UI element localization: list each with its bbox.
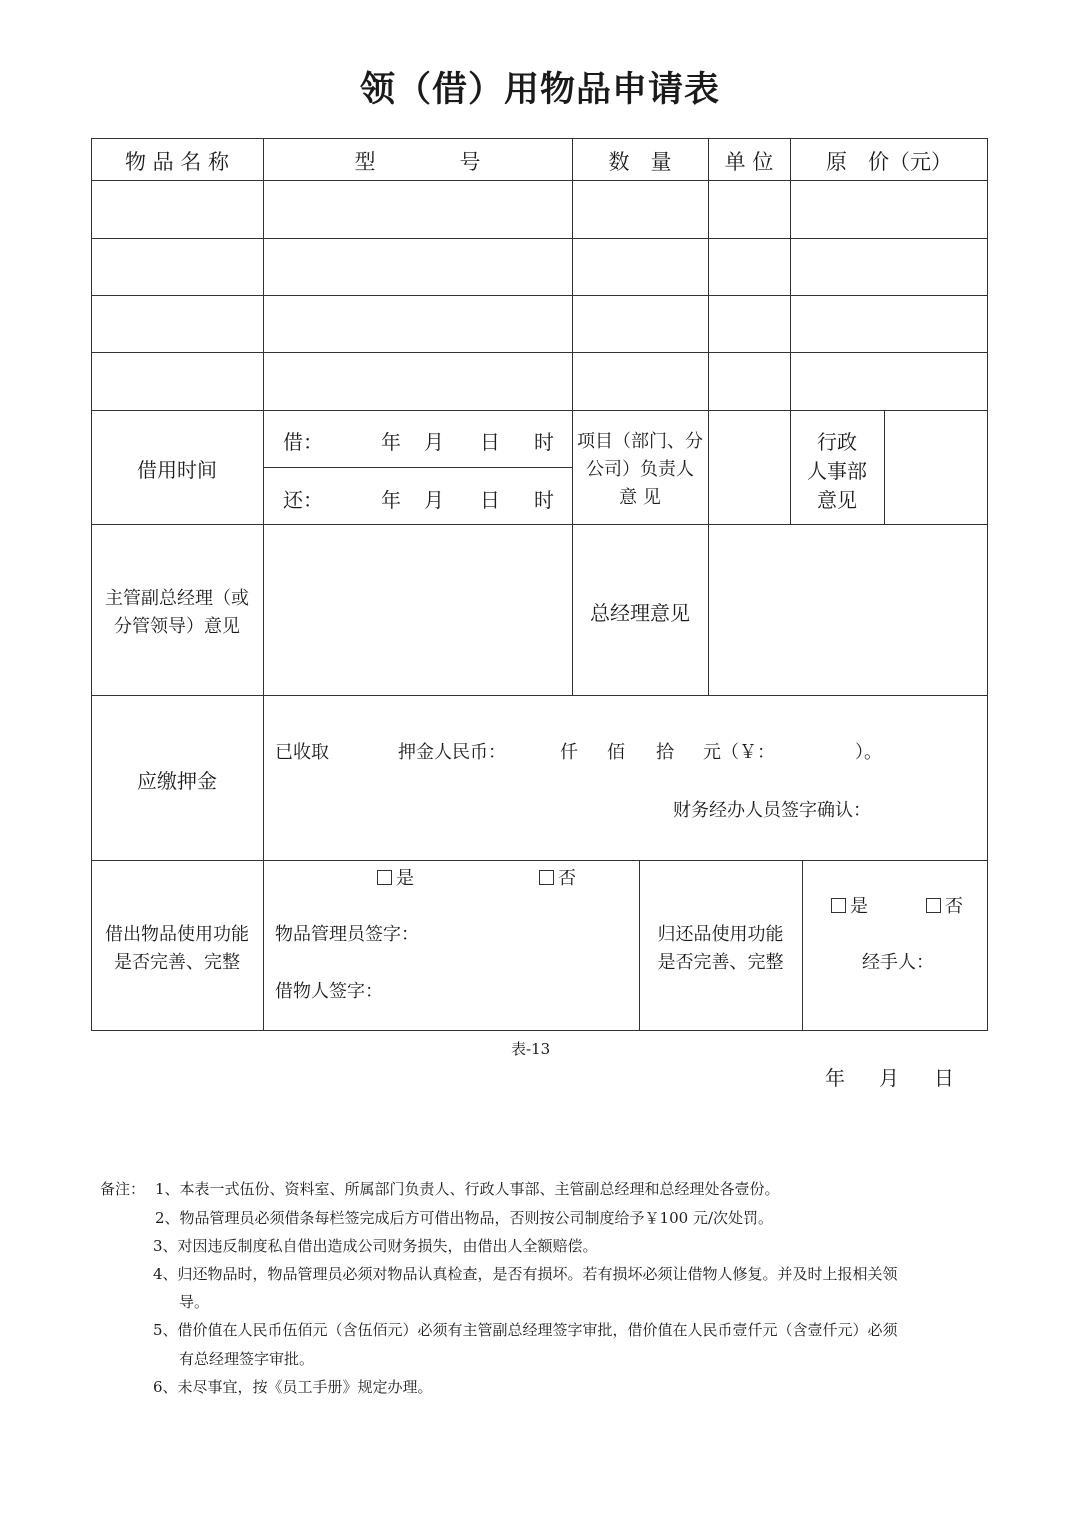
checkbox-icon[interactable] xyxy=(539,870,554,885)
note-item: 3、对因违反制度私自借出造成公司财务损失，由借出人全额赔偿。 xyxy=(153,1237,598,1255)
date-month: 月 xyxy=(879,1066,899,1090)
checkbox-icon[interactable] xyxy=(377,870,392,885)
table-rule xyxy=(802,860,803,1031)
note-item: 2、物品管理员必须借条每栏签完成后方可借出物品，否则按公司制度给予￥100 元/次处罚。 xyxy=(155,1209,773,1227)
deputy-gm-opinion-line: 主管副总经理（或 xyxy=(105,588,249,609)
note-item: 导。 xyxy=(179,1293,210,1311)
admin-opinion-line: 行政 xyxy=(817,430,857,454)
deposit-label: 应缴押金 xyxy=(137,769,217,793)
deposit-close: ）。 xyxy=(855,742,882,763)
lend-yes-option[interactable] xyxy=(377,864,414,890)
deputy-gm-opinion-line: 分管领导）意见 xyxy=(114,616,240,637)
date-day: 日 xyxy=(934,1066,954,1090)
admin-opinion-line: 人事部 xyxy=(807,459,867,483)
project-opinion-line: 意 见 xyxy=(619,487,661,508)
table-rule xyxy=(91,695,988,696)
notes-prefix: 备注： xyxy=(100,1180,146,1198)
note-item: 5、借价值在人民币伍佰元（含伍佰元）必须有主管副总经理签字审批，借价值在人民币壹仟元（含壹仟元）必须 xyxy=(153,1321,898,1339)
note-item: 4、归还物品时，物品管理员必须对物品认真检查，是否有损坏。若有损坏必须让借物人修复。并及时上报相关领 xyxy=(153,1265,898,1283)
deposit-received: 已收取 xyxy=(275,742,329,763)
table-rule xyxy=(91,238,988,239)
return-function-line: 是否完善、完整 xyxy=(657,952,784,973)
checkbox-icon[interactable] xyxy=(831,898,846,913)
header-unit: 单 位 xyxy=(724,150,774,174)
table-rule xyxy=(91,410,988,411)
borrower-sign: 借物人签字： xyxy=(275,981,383,1002)
lend-yes-label: 是 xyxy=(396,868,414,889)
borrow-year: 年 xyxy=(381,430,401,454)
note-item: 有总经理签字审批。 xyxy=(179,1350,315,1368)
header-model: 型 号 xyxy=(354,150,481,174)
deposit-rmb: 押金人民币： xyxy=(398,742,506,763)
lend-no-option[interactable] xyxy=(539,864,576,890)
return-no-label: 否 xyxy=(945,896,963,917)
table-rule xyxy=(708,138,709,695)
return-hour: 时 xyxy=(534,488,554,512)
table-rule xyxy=(884,410,885,524)
project-opinion-line: 项目（部门、分 xyxy=(577,431,703,452)
table-rule xyxy=(91,295,988,296)
return-yes-option[interactable] xyxy=(831,892,868,918)
form-code: 表-13 xyxy=(511,1040,551,1058)
table-rule xyxy=(263,467,572,468)
finance-sign: 财务经办人员签字确认： xyxy=(673,800,871,821)
lend-function-line: 借出物品使用功能 xyxy=(105,924,249,945)
note-item: 1、本表一式伍份、资料室、所属部门负责人、行政人事部、主管副总经理和总经理处各壹份。 xyxy=(155,1180,780,1198)
table-rule xyxy=(263,138,264,1031)
page-title: 领（借）用物品申请表 xyxy=(359,69,720,110)
lend-no-label: 否 xyxy=(558,868,576,889)
gm-opinion-label: 总经理意见 xyxy=(590,601,690,625)
header-item-name: 物 品 名 称 xyxy=(124,150,230,174)
return-month: 月 xyxy=(424,488,444,512)
handler-sign: 经手人： xyxy=(862,952,934,973)
deposit-qian: 仟 xyxy=(560,742,578,763)
keeper-sign: 物品管理员签字： xyxy=(275,924,419,945)
return-year: 年 xyxy=(381,488,401,512)
borrow-time-label: 借用时间 xyxy=(137,458,217,482)
borrow-day: 日 xyxy=(480,430,500,454)
return-yes-label: 是 xyxy=(850,896,868,917)
return-prefix: 还： xyxy=(283,488,323,512)
project-opinion-line: 公司）负责人 xyxy=(586,459,694,480)
table-rule xyxy=(91,180,988,181)
table-rule xyxy=(91,860,988,861)
admin-opinion-line: 意见 xyxy=(817,488,857,512)
return-day: 日 xyxy=(480,488,500,512)
borrow-hour: 时 xyxy=(534,430,554,454)
table-rule xyxy=(91,352,988,353)
header-quantity: 数 量 xyxy=(608,150,672,174)
note-item: 6、未尽事宜，按《员工手册》规定办理。 xyxy=(153,1378,433,1396)
table-rule xyxy=(91,524,988,525)
deposit-bai: 佰 xyxy=(607,742,625,763)
deposit-yuan: 元（￥： xyxy=(703,742,775,763)
header-price: 原 价（元） xyxy=(826,150,952,174)
return-function-line: 归还品使用功能 xyxy=(657,924,784,945)
return-no-option[interactable] xyxy=(926,892,963,918)
deposit-shi: 拾 xyxy=(656,742,674,763)
borrow-prefix: 借： xyxy=(283,430,323,454)
borrow-month: 月 xyxy=(424,430,444,454)
date-year: 年 xyxy=(825,1066,845,1090)
checkbox-icon[interactable] xyxy=(926,898,941,913)
lend-function-line: 是否完善、完整 xyxy=(114,952,240,973)
